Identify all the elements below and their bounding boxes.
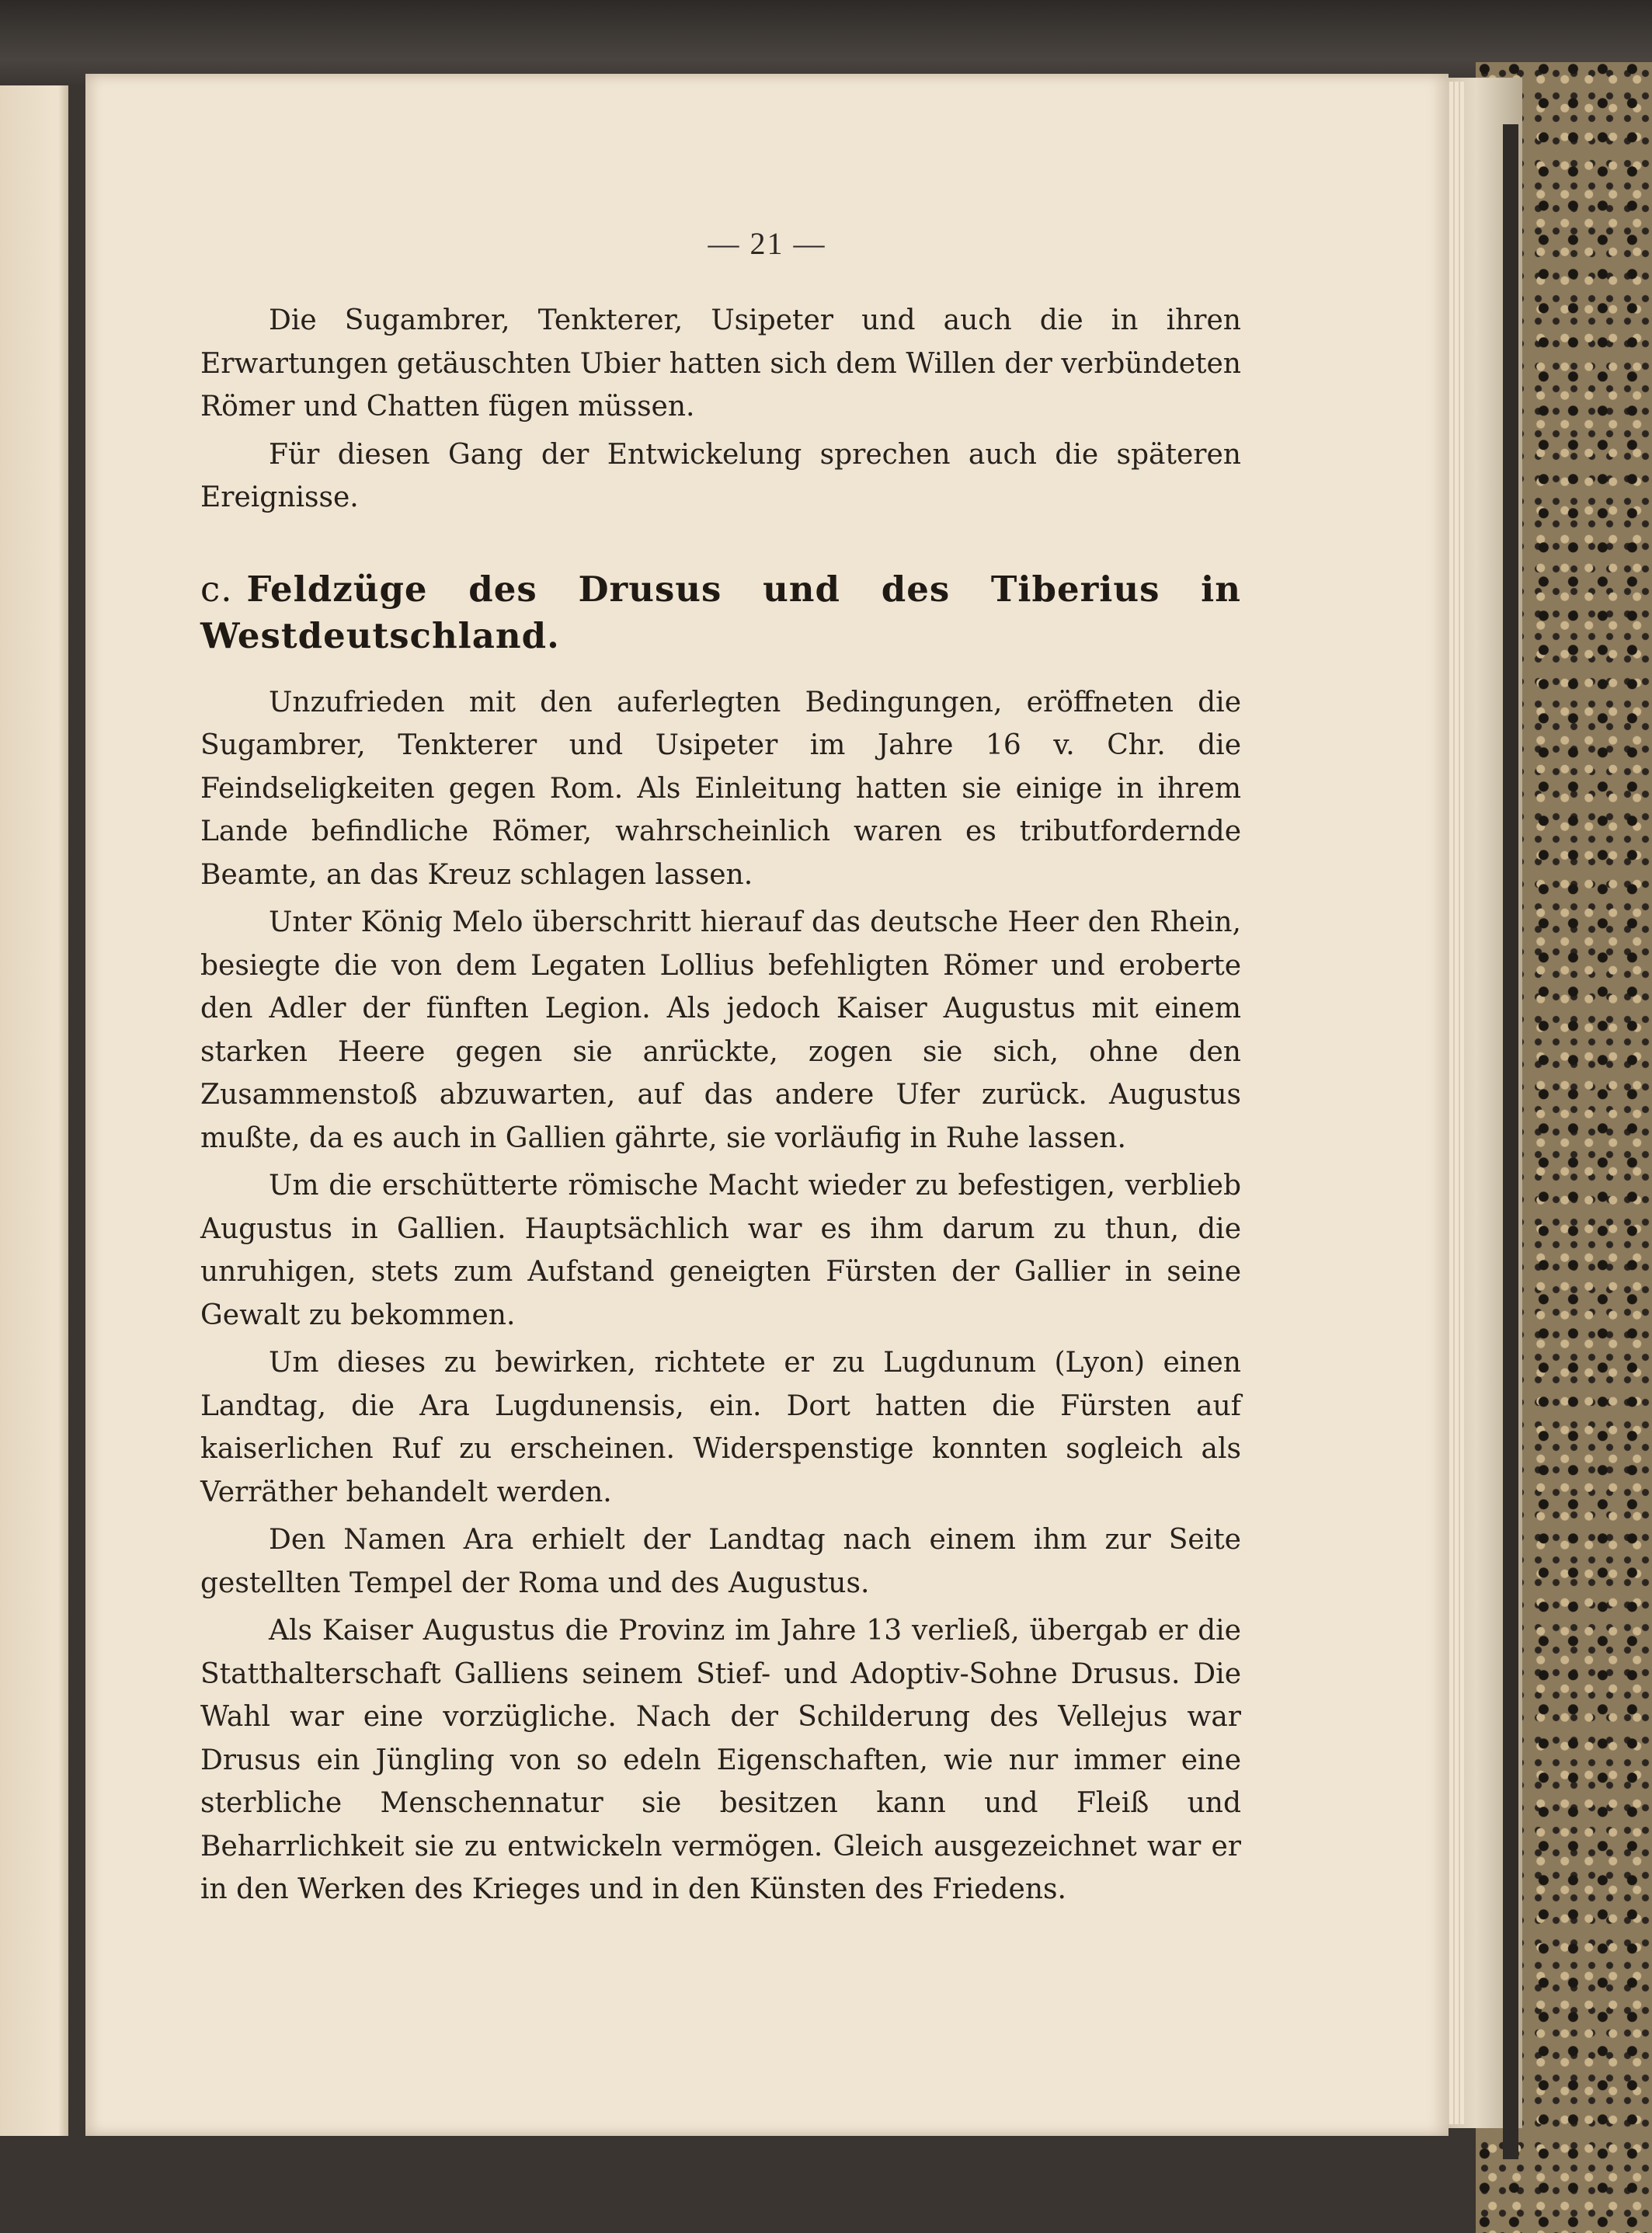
backdrop xyxy=(0,0,1652,85)
page-text xyxy=(200,299,1241,1911)
left-page-edge xyxy=(0,85,68,2136)
section-heading xyxy=(200,566,1241,659)
paragraph: Den Namen Ara erhielt der Landtag nach einem ihm zur Seite gestellten Tempel der Roma und des Augustus. xyxy=(200,1524,1241,1599)
paragraph: Für diesen Gang der Entwickelung sprechen auch die späteren Ereignisse. xyxy=(200,438,1241,513)
book-page xyxy=(85,74,1449,2136)
paragraph: Unter König Melo überschritt hierauf das deutsche Heer den Rhein, besiegte die von dem Legaten Lollius befehligten Römer und eroberte den Adler der fünften Legion. Als jedoch Kaiser Augustus mit einem starken Heere gegen sie anrückte, zogen sie sich, ohne den Zusammenstoß abzuwarten, auf das andere Ufer zurück. Augustus mußte, da es auch in Gallien gährte, sie vorläufig in Ruhe lassen. xyxy=(200,906,1241,1154)
section-label: c. xyxy=(200,568,233,610)
paragraph: Als Kaiser Augustus die Provinz im Jahre 13 verließ, übergab er die Statthalterschaft Galliens seinem Stief- und Adoptiv-Sohne Drusus. Die Wahl war eine vorzügliche. Nach der Schilderung des Vellejus war Drusus ein Jüngling von so edeln Eigenschaften, wie nur immer eine sterbliche Menschennatur sie besitzen kann und Fleiß und Beharrlichkeit sie zu entwickeln vermögen. Gleich ausgezeichnet war er in den Werken des Krieges und in den Künsten des Friedens. xyxy=(200,1615,1241,1905)
paragraph: Um dieses zu bewirken, richtete er zu Lugdunum (Lyon) einen Landtag, die Ara Lugdunensis, ein. Dort hatten die Fürsten auf kaiserlichen Ruf zu erscheinen. Widerspenstige konnten sogleich als Verräther behandelt werden. xyxy=(200,1347,1241,1508)
section-title: Feldzüge des Drusus und des Tiberius in Westdeutschland. xyxy=(200,568,1241,656)
cover-band xyxy=(1503,124,1518,2159)
paragraph: Unzufrieden mit den auferlegten Bedingungen, eröffneten die Sugambrer, Tenkterer und Usipeter im Jahre 16 v. Chr. die Feindseligkeiten gegen Rom. Als Einleitung hatten sie einige in ihrem Lande befindliche Römer, wahrscheinlich waren es tributfordernde Beamte, an das Kreuz schlagen lassen. xyxy=(200,686,1241,891)
paragraph: Die Sugambrer, Tenkterer, Usipeter und auch die in ihren Erwartungen getäuschten Ubier hatten sich dem Willen der verbündeten Römer und Chatten fügen müssen. xyxy=(200,304,1241,423)
paragraph: Um die erschütterte römische Macht wieder zu befestigen, verblieb Augustus in Gallien. Hauptsächlich war es ihm darum zu thun, die unruhigen, stets zum Aufstand geneigten Fürsten der Gallier in seine Gewalt zu bekommen. xyxy=(200,1170,1241,1331)
page-number: — 21 — xyxy=(708,226,826,261)
